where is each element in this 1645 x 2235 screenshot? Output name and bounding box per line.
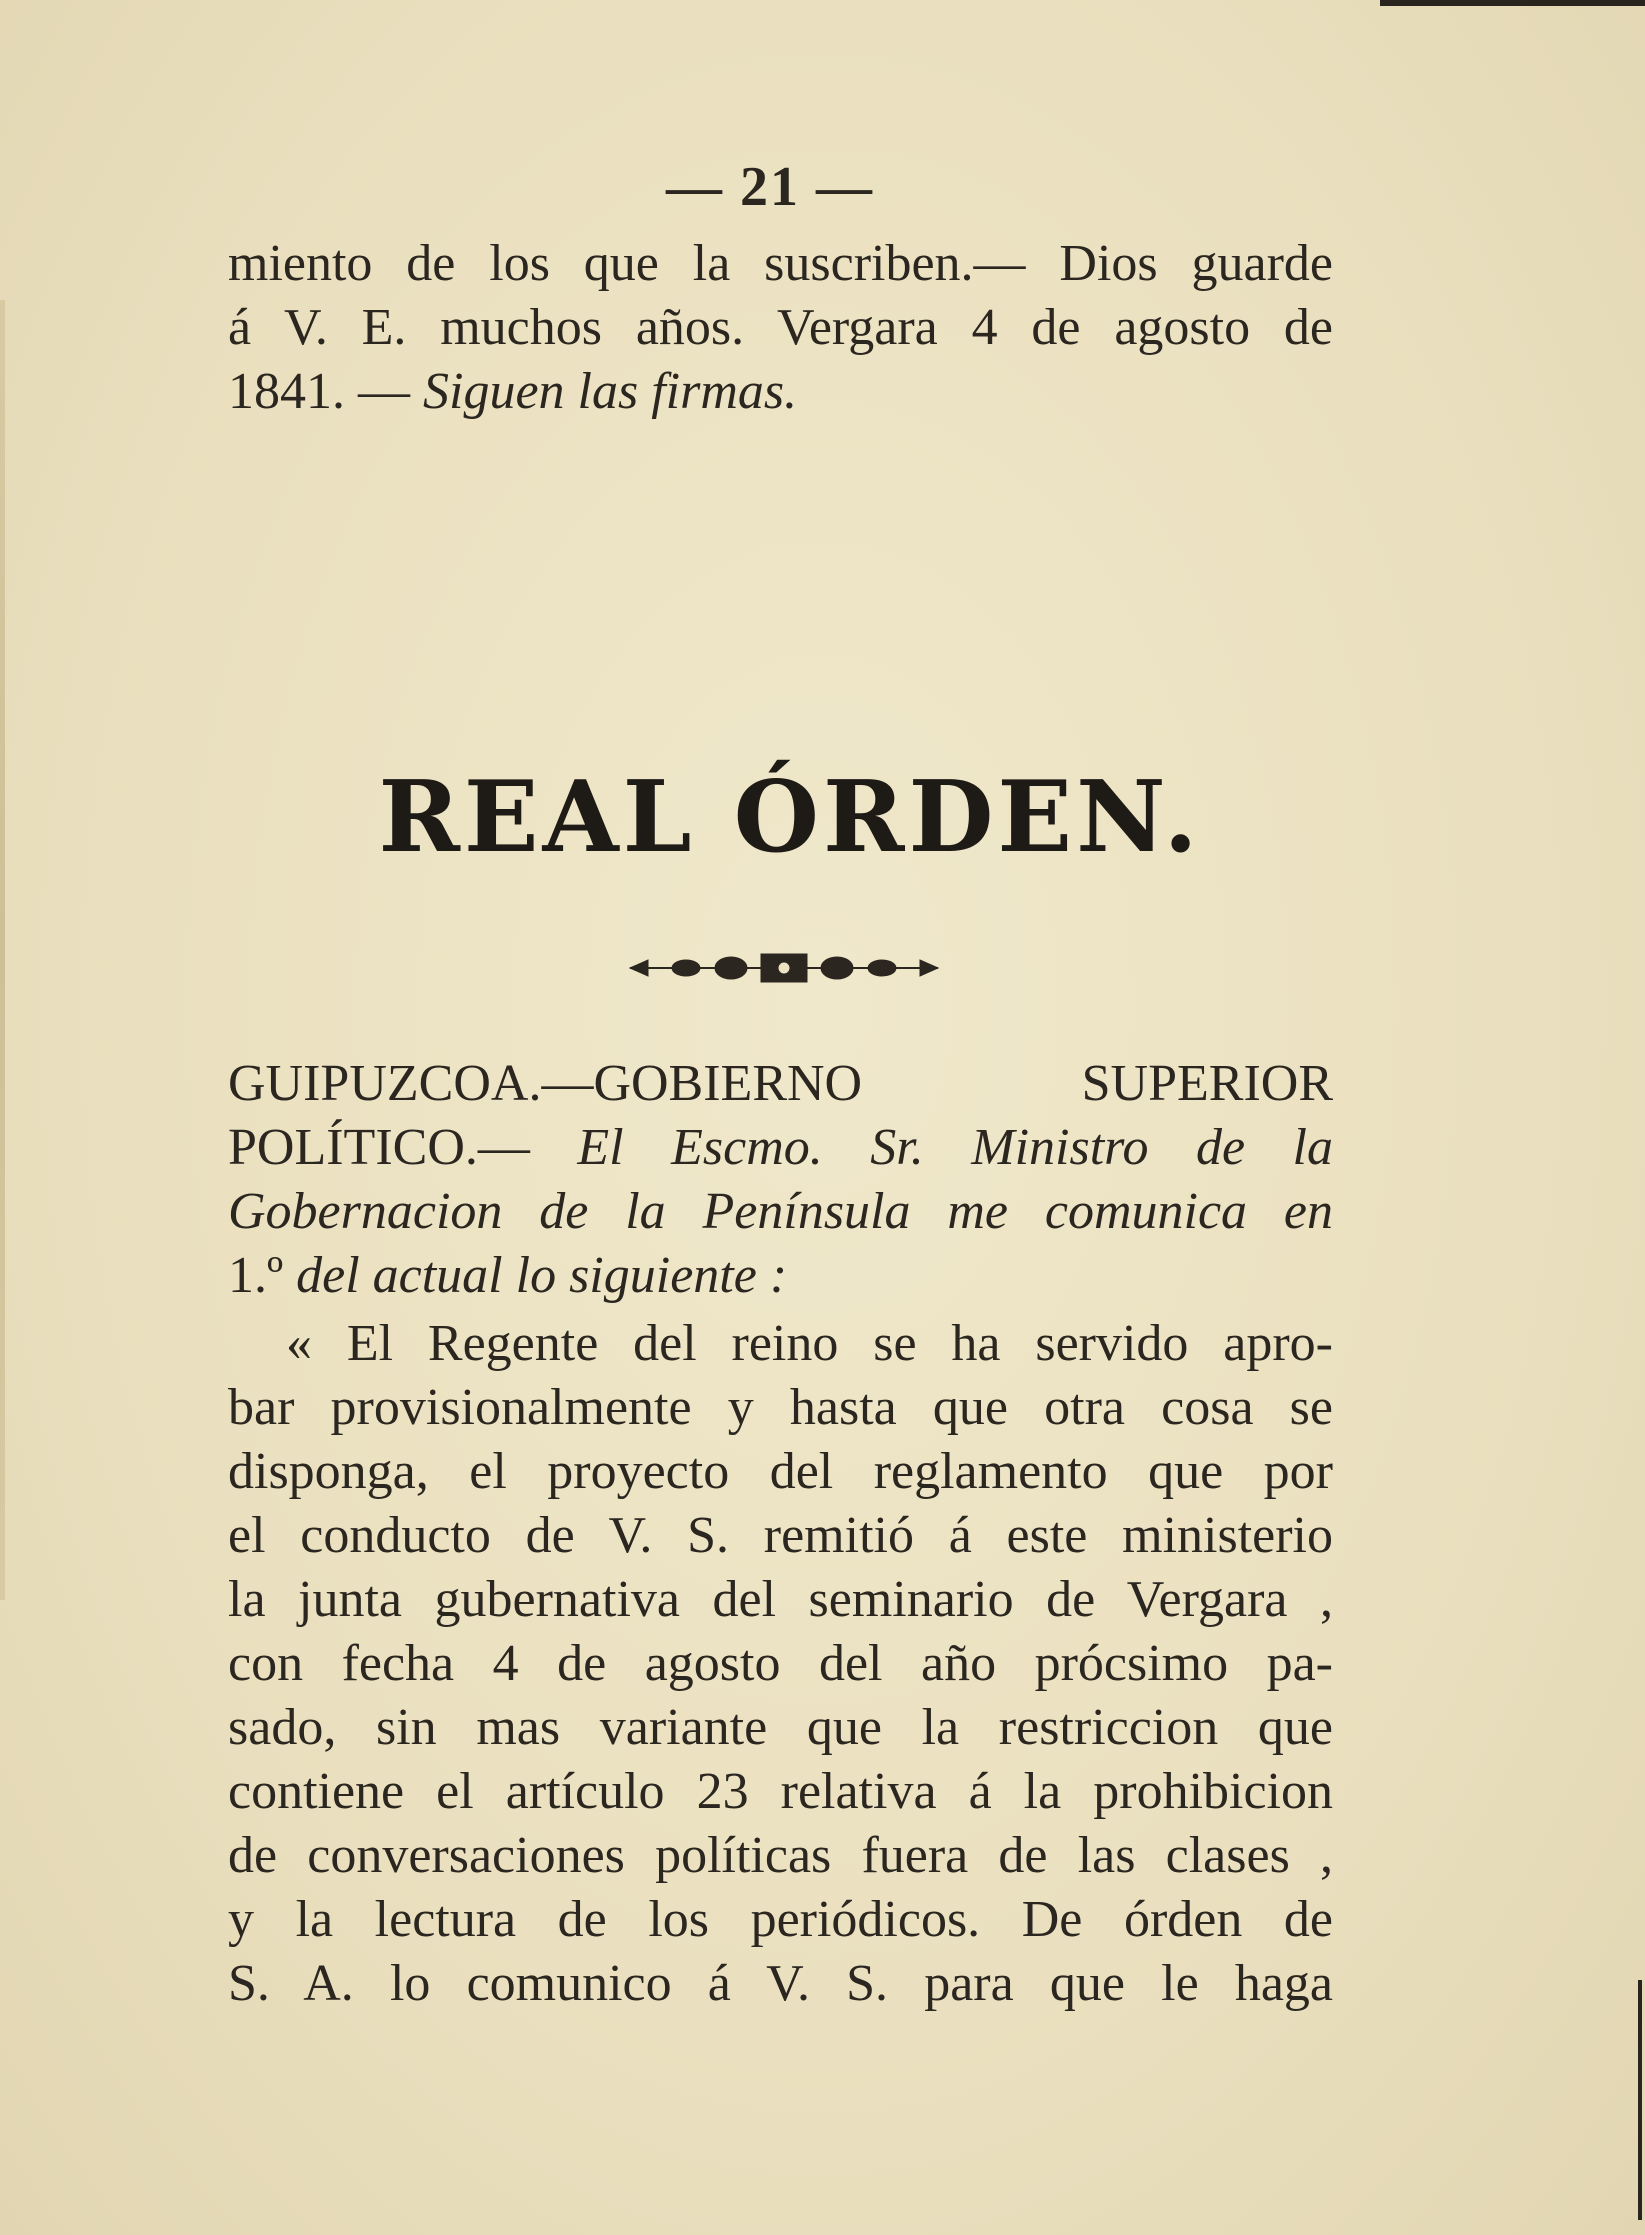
text-line: contiene el artículo 23 relativa á la prohibicion [228,1763,1333,1820]
text-line: S. A. lo comunico á V. S. para que le haga [228,1955,1333,2012]
text-line [228,1244,1333,1308]
text-line: « El Regente del reino se ha servido apro- [286,1315,1333,1372]
text-line: disponga, el proyecto del reglamento que por [228,1443,1333,1500]
text-fragment: POLÍTICO.— [228,1119,578,1176]
section-heading: REAL ÓRDEN. [378,760,1202,875]
page-edge-left [0,300,5,1600]
section-title-line: GUIPUZCOA.—GOBIERNO SUPERIOR [228,1055,1333,1112]
text-line [228,1116,1333,1180]
text-line: bar provisionalmente y hasta que otra cosa se [228,1379,1333,1436]
text-line [228,360,1333,424]
text-line: Gobernacion de la Península me comunica en [228,1183,1333,1240]
decorative-flourish-icon [626,950,942,986]
text-line: y la lectura de los periódicos. De órden de [228,1891,1333,1948]
signatures-note: Siguen las firmas. [423,363,798,420]
page-edge-shadow-right [1638,1980,1642,2220]
text-line: de conversaciones políticas fuera de las clases , [228,1827,1333,1884]
text-line: el conducto de V. S. remitió á este ministerio [228,1507,1333,1564]
text-line: miento de los que la suscriben.— Dios guarde [228,235,1333,292]
text-line: la junta gubernativa del seminario de Vergara , [228,1571,1333,1628]
text-line: sado, sin mas variante que la restriccion que [228,1699,1333,1756]
page-edge-shadow-top [1380,0,1645,6]
text-line: á V. E. muchos años. Vergara 4 de agosto de [228,299,1333,356]
text-fragment: 1841. — [228,363,423,420]
text-fragment-italic: del actual lo siguiente : [296,1247,788,1304]
text-line: con fecha 4 de agosto del año prócsimo pa- [228,1635,1333,1692]
text-fragment-italic: El Escmo. Sr. Ministro de la [577,1119,1334,1176]
text-fragment: 1.º [228,1247,297,1304]
page-number: — 21 — [666,156,874,218]
